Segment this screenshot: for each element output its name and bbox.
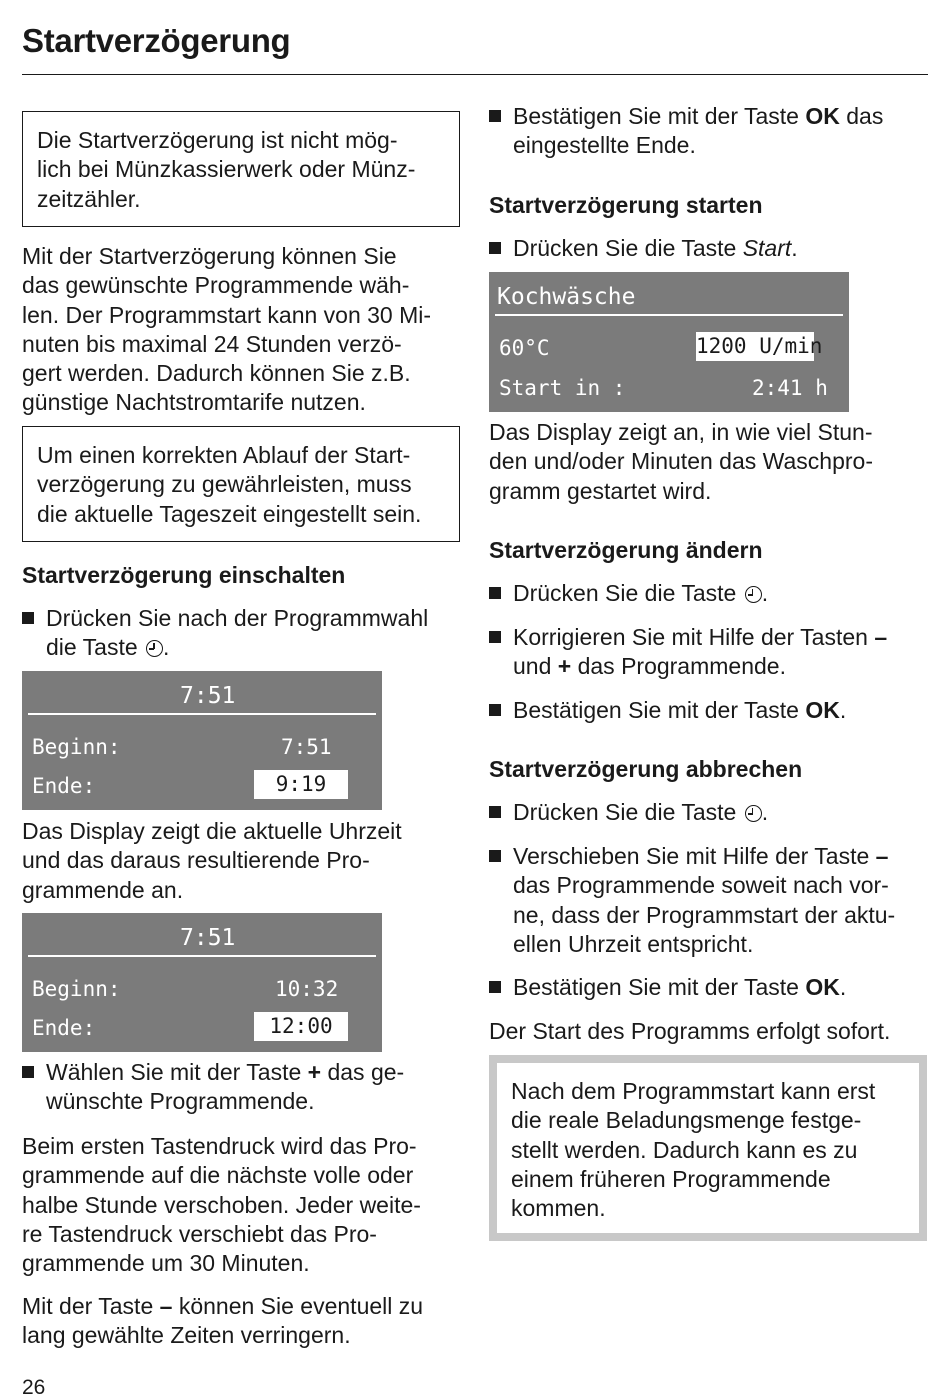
para-line: gramm gestartet wird. [489, 477, 712, 504]
key-start: Start [742, 235, 792, 261]
key-minus: – [874, 624, 888, 650]
display-description-1 [22, 817, 462, 905]
display-program: Kochwäsche [497, 284, 636, 310]
bullet-line-1 [513, 842, 929, 871]
bullet-text: Drücken Sie die Taste [513, 580, 737, 606]
para-line: len. Der Programmstart kann von 30 Mi- [22, 301, 432, 328]
note-line: Die Startverzögerung ist nicht mög- [37, 127, 398, 153]
bullet-line-1 [513, 579, 929, 608]
bullet-text: . [163, 634, 170, 661]
display-divider [28, 955, 376, 957]
bullet-text: das ge- [327, 1059, 405, 1085]
bullet-square [489, 850, 501, 862]
key-ok: OK [805, 103, 840, 129]
para-line: grammende auf die nächste volle oder [22, 1162, 414, 1189]
bullet-line-1 [513, 798, 929, 827]
display-temp: 60°C [499, 336, 550, 360]
note-line: stellt werden. Dadurch kann es zu [511, 1136, 858, 1163]
bullet-aendern-2 [489, 623, 929, 682]
display-divider [28, 713, 376, 715]
note-line: einem früheren Programmende [511, 1165, 831, 1192]
note-line: kommen. [511, 1195, 606, 1222]
para-line: Das Display zeigt an, in wie viel Stun- [489, 419, 873, 445]
bullet-line: ellen Uhrzeit entspricht. [513, 930, 754, 957]
bullet-text: Korrigieren Sie mit Hilfe der Tasten [513, 624, 868, 650]
bullet-line: eingestellte Ende. [513, 132, 696, 159]
bullet-square [489, 242, 501, 254]
minus-paragraph [22, 1292, 462, 1351]
para-line: und das daraus resultierende Pro- [22, 847, 370, 874]
bullet-text: die Taste [46, 634, 138, 661]
clock-icon [745, 586, 762, 603]
bullet-square [22, 1066, 34, 1078]
heading-aendern: Startverzögerung ändern [489, 537, 763, 563]
para-line: grammende um 30 Minuten. [22, 1250, 310, 1277]
bullet-line-1 [513, 102, 929, 131]
para-line: den und/oder Minuten das Waschpro- [489, 448, 873, 475]
note-box-tageszeit [22, 426, 460, 542]
display-divider [495, 314, 843, 316]
bullet-square [22, 612, 34, 624]
para-line: günstige Nachtstromtarife nutzen. [22, 389, 366, 416]
note-box-muenz [22, 111, 460, 227]
bullet-text: das Programmende. [577, 653, 786, 680]
bullet-ok-ende [489, 102, 929, 161]
bullet-square [489, 806, 501, 818]
bullet-text: Drücken Sie die Taste [513, 799, 737, 825]
note-line: die aktuelle Tageszeit eingestellt sein. [37, 500, 422, 527]
note-line: Um einen korrekten Ablauf der Start- [37, 442, 411, 468]
clock-icon [146, 640, 163, 657]
para-line: Mit der Startverzögerung können Sie [22, 243, 397, 269]
bullet-text: Bestätigen Sie mit der Taste [513, 103, 799, 129]
para-line: lang gewählte Zeiten verringern. [22, 1322, 351, 1349]
display-begin-label: Beginn: [32, 735, 121, 759]
display-begin-value: 10:32 [275, 977, 339, 1001]
para-line: Beim ersten Tastendruck wird das Pro- [22, 1133, 417, 1159]
heading-starten: Startverzögerung starten [489, 192, 763, 218]
display-end-value: 12:00 [254, 1012, 348, 1041]
note-box-beladung [489, 1055, 927, 1241]
display-begin-value: 7:51 [281, 735, 332, 759]
bullet-aendern-3 [489, 696, 929, 725]
bullet-text: Drücken Sie die Taste [513, 235, 737, 261]
clock-icon [745, 805, 762, 822]
intro-paragraph [22, 242, 462, 418]
bullet-square [489, 587, 501, 599]
page-number: 26 [22, 1376, 46, 1399]
display-start-value: 2:41 h [752, 376, 828, 400]
display-end-value: 9:19 [254, 770, 348, 799]
bullet-line-2 [513, 652, 929, 681]
bullet-line-1 [46, 1058, 462, 1087]
para-text: Mit der Taste [22, 1293, 154, 1319]
bullet-text: Bestätigen Sie mit der Taste [513, 697, 799, 723]
key-ok: OK [805, 974, 840, 1000]
para-text: können Sie eventuell zu [178, 1293, 424, 1319]
para-line-1 [22, 1292, 462, 1321]
key-plus: + [307, 1059, 322, 1085]
display-screen-2 [22, 913, 382, 1052]
bullet-square [489, 981, 501, 993]
display-screen-3 [489, 272, 849, 412]
bullet-start [489, 234, 929, 263]
para-line: nuten bis maximal 24 Stunden verzö- [22, 330, 402, 357]
display-begin-label: Beginn: [32, 977, 121, 1001]
note-line: die reale Beladungsmenge festge- [511, 1107, 862, 1134]
display-end-label: Ende: [32, 1016, 96, 1040]
bullet-text: Wählen Sie mit der Taste [46, 1059, 302, 1085]
display-start-label: Start in : [499, 376, 626, 400]
heading-abbrechen: Startverzögerung abbrechen [489, 756, 803, 782]
note-line: Nach dem Programmstart kann erst [511, 1078, 876, 1104]
bullet-abbrechen-2 [489, 842, 929, 959]
bullet-line: das Programmende soweit nach vor- [513, 872, 889, 899]
note-line: verzögerung zu gewährleisten, muss [37, 471, 412, 498]
key-ok: OK [805, 697, 840, 723]
page-title: Startverzögerung [22, 22, 291, 59]
bullet-square [489, 704, 501, 716]
display-speed: 1200 U/min [696, 332, 814, 361]
bullet-square [489, 631, 501, 643]
bullet-plus [22, 1058, 462, 1117]
para-line: gert werden. Dadurch können Sie z.B. [22, 360, 411, 387]
bullet-text: das [846, 103, 884, 129]
display-time: 7:51 [180, 925, 236, 951]
bullet-text: . [761, 799, 769, 825]
bullet-line: Drücken Sie nach der Programmwahl [46, 605, 429, 631]
bullet-abbrechen-3 [489, 973, 929, 1002]
note-line: zeitzähler. [37, 185, 141, 212]
note-line: lich bei Münzkassierwerk oder Münz- [37, 156, 416, 183]
para-line: Das Display zeigt die aktuelle Uhrzeit [22, 818, 402, 844]
bullet-text: und [513, 653, 552, 680]
bullet-line-2 [46, 633, 462, 662]
para-line: grammende an. [22, 876, 184, 903]
bullet-line: wünschte Programmende. [46, 1088, 315, 1115]
key-plus: + [557, 653, 572, 680]
bullet-line-1 [513, 696, 929, 725]
bullet-square [489, 110, 501, 122]
bullet-line-1 [513, 234, 929, 263]
display-end-label: Ende: [32, 774, 96, 798]
tastendruck-paragraph [22, 1132, 462, 1278]
bullet-text: . [839, 974, 847, 1000]
para-line: das gewünschte Programmende wäh- [22, 272, 410, 299]
para-line: halbe Stunde verschoben. Jeder weite- [22, 1191, 421, 1218]
display-description-3 [489, 418, 929, 506]
bullet-line-1 [513, 623, 929, 652]
sofort-paragraph: Der Start des Programms erfolgt sofort. [489, 1018, 891, 1044]
key-minus: – [159, 1293, 173, 1319]
bullet-text: . [839, 697, 847, 723]
key-minus: – [875, 843, 889, 869]
bullet-line: ne, dass der Programmstart der aktu- [513, 901, 896, 928]
para-line: re Tastendruck verschiebt das Pro- [22, 1220, 377, 1247]
title-divider [22, 74, 928, 75]
bullet-line-1 [513, 973, 929, 1002]
bullet-programmwahl [22, 604, 462, 663]
bullet-abbrechen-1 [489, 798, 929, 827]
bullet-text: Bestätigen Sie mit der Taste [513, 974, 799, 1000]
bullet-aendern-1 [489, 579, 929, 608]
display-screen-1 [22, 671, 382, 810]
heading-einschalten: Startverzögerung einschalten [22, 562, 346, 588]
bullet-text: . [761, 580, 769, 606]
display-time: 7:51 [180, 683, 236, 709]
bullet-text: . [791, 235, 798, 261]
bullet-text: Verschieben Sie mit Hilfe der Taste [513, 843, 870, 869]
